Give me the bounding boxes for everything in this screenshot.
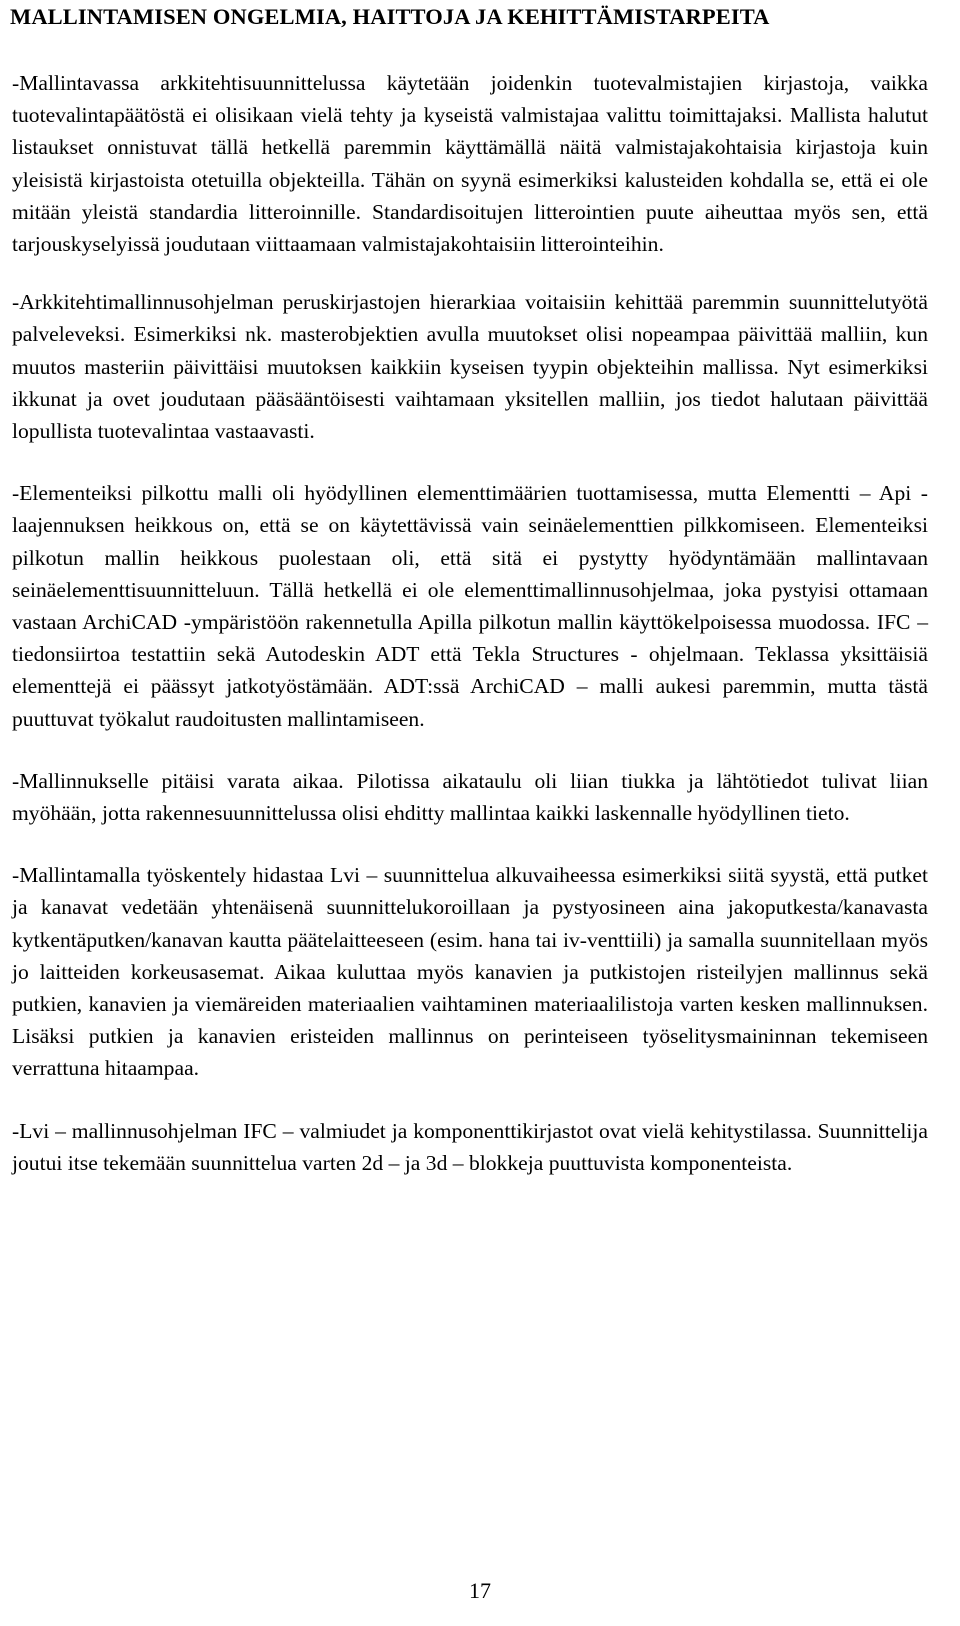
list-item [12, 67, 928, 260]
list-item-text: Mallintamalla työskentely hidastaa Lvi – suunnittelua alkuvaiheessa esimerkiksi siitä syystä, että putket ja kanavat vedetään yhtenäisenä suunnittelukoroillaan ja pystyosineen aina jakoputkesta/kanavasta kytkentäputken/kanavan kautta päätelaitteeseen (esim. hana tai iv-venttiili) ja samalla suunnitellaan myös jo laitteiden korkeusasemat. Aikaa kuluttaa myös kanavien ja putkistojen risteilyjen mallinnus sekä putkien, kanavien ja viemäreiden materiaalien vaihtaminen materiaalilistoja varten kesken mallinnuksen. Lisäksi putkien ja kanavien eristeiden mallinnus on perinteiseen työselitysmaininnan tekemiseen verrattuna hitaampaa. [12, 863, 928, 1081]
page-number: 17 [469, 1578, 491, 1603]
list-item [12, 1115, 928, 1179]
list-item-text: Elementeiksi pilkottu malli oli hyödyllinen elementtimäärien tuottamisessa, mutta Elementti – Api -laajennuksen heikkous on, että se on käytettävissä vain seinäelementtien pilkkomiseen. Elementeiksi pilkotun mallin heikkous puolestaan oli, että sitä ei pystytty hyödyntämään mallintavaan seinäelementtisuunnitteluun. Tällä hetkellä ei ole elementtimallinnusohjelmaa, joka pystyisi ottamaan vastaan ArchiCAD -ympäristöön rakennetulla Apilla pilkotun mallin käyttökelpoisessa muodossa. IFC – tiedonsiirtoa testattiin sekä Autodeskin ADT että Tekla Structures - ohjelmaan. Teklassa yksittäisiä elementtejä ei päässyt jatkotyöstämään. ADT:ssä ArchiCAD – malli aukesi paremmin, mutta tästä puuttuvat työkalut raudoitusten mallintamiseen. [12, 481, 928, 731]
bullet-marker: - [12, 768, 20, 793]
list-item [12, 286, 928, 447]
list-item-text: Lvi – mallinnusohjelman IFC – valmiudet ja komponenttikirjastot ovat vielä kehitystilassa. Suunnittelija joutui itse tekemään suunnittelua varten 2d – ja 3d – blokkeja puuttuvista komponenteista. [12, 1118, 928, 1175]
bullet-marker: - [12, 290, 20, 315]
list-item [12, 859, 928, 1084]
list-item [12, 477, 928, 735]
list-item-text: Arkkitehtimallinnusohjelman peruskirjastojen hierarkiaa voitaisiin kehittää paremmin suunnittelutyötä palveleveksi. Esimerkiksi nk. masterobjektien avulla muutokset olisi nopeampaa päivittää malliin, kun muutos masteriin päivittäisi muutoksen kaikkiin kyseisen tyypin objekteihin mallissa. Nyt esimerkiksi ikkunat ja ovet joudutaan pääsääntöisesti vaihtamaan yksitellen malliin, jos tiedot halutaan päivittää lopullista tuotevalintaa vastaavasti. [12, 290, 928, 444]
bullet-marker: - [12, 481, 20, 506]
bullet-marker: - [12, 71, 20, 95]
bullet-marker: - [12, 1118, 20, 1143]
bullet-marker: - [12, 863, 20, 888]
list-item-text: Mallinnukselle pitäisi varata aikaa. Pilotissa aikataulu oli liian tiukka ja lähtötiedot tulivat liian myöhään, jotta rakennesuunnittelussa olisi ehditty mallintaa kaikki laskennalle hyödyllinen tieto. [12, 768, 928, 826]
list-item-text: Mallintavassa arkkitehtisuunnittelussa käytetään joidenkin tuotevalmistajien kirjastoja, vaikka tuotevalintapäätöstä ei olisikaan vielä tehty ja kyseistä valmistajaa valittu toimittajaksi. Mallista halutut listaukset onnistuvat tällä hetkellä paremmin käyttämällä näitä valmistajakohtaisia kirjastoja kuin yleisistä kirjastoista otetuilla objekteilla. Tähän on syynä esimerkiksi kalusteiden kohdalla se, että ei ole mitään yleistä standardia litteroinnille. Standardisoitujen litterointien puute aiheuttaa myös sen, että tarjouskyselyissä joudutaan viittaamaan valmistajakohtaisiin litterointeihin. [12, 71, 928, 257]
list-item [12, 765, 928, 829]
bullet-list [12, 67, 928, 1179]
section-heading: MALLINTAMISEN ONGELMIA, HAITTOJA JA KEHITTÄMISTARPEITA [10, 4, 770, 29]
